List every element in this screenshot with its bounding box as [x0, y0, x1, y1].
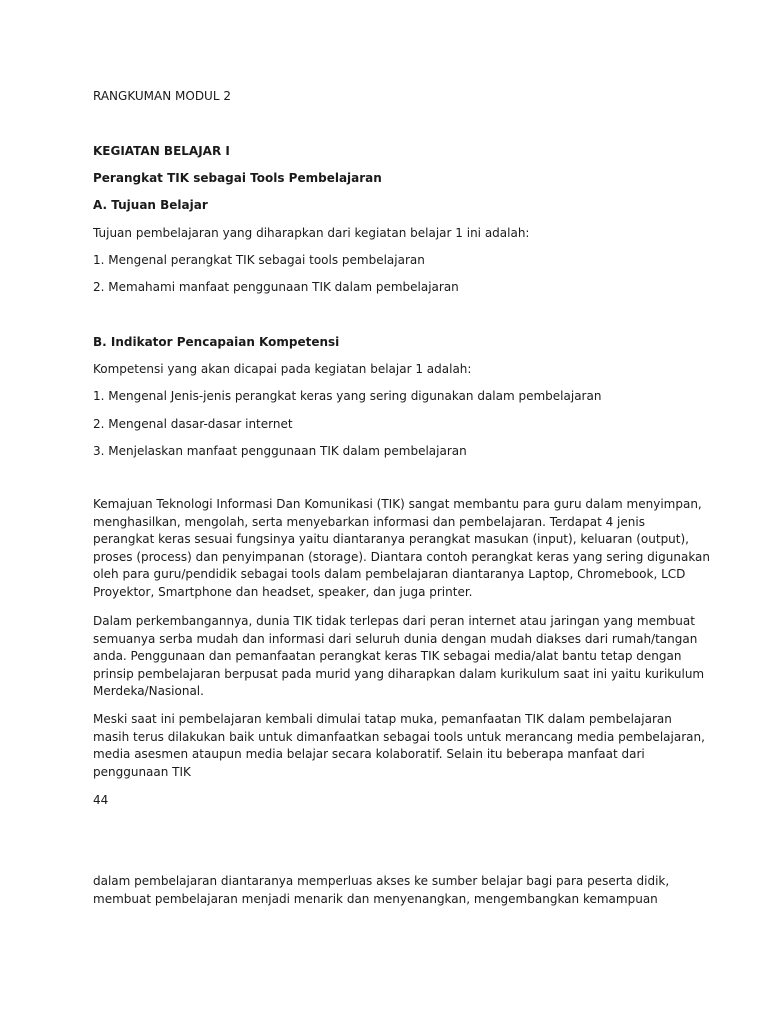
section-b-heading: B. Indikator Pencapaian Kompetensi: [93, 335, 340, 349]
paragraph-line: masih terus dilakukan baik untuk dimanfaatkan sebagai tools untuk merancang media pembelajaran,: [93, 729, 705, 744]
paragraph-line: Meski saat ini pembelajaran kembali dimulai tatap muka, pemanfaatan TIK dalam pembelajaran: [93, 712, 672, 726]
paragraph-line: anda. Penggunaan dan pemanfaatan perangkat keras TIK sebagai media/alat bantu tetap dengan: [93, 649, 682, 664]
paragraph-line: Kemajuan Teknologi Informasi Dan Komunikasi (TIK) sangat membantu para guru dalam menyimpan,: [93, 497, 702, 511]
paragraph-line: penggunaan TIK: [93, 764, 191, 779]
page-number: 44: [93, 793, 109, 807]
document-title: RANGKUMAN MODUL 2: [93, 89, 231, 103]
paragraph-line: membuat pembelajaran menjadi menarik dan menyenangkan, mengembangkan kemampuan: [93, 891, 658, 906]
section-b-item: 1. Mengenal Jenis-jenis perangkat keras yang sering digunakan dalam pembelajaran: [93, 389, 602, 403]
paragraph-line: semuanya serba mudah dan informasi dari seluruh dunia dengan mudah diakses dari rumah/tangan: [93, 631, 698, 646]
section-b-intro: Kompetensi yang akan dicapai pada kegiatan belajar 1 adalah:: [93, 362, 472, 376]
body-paragraph-2: [93, 613, 704, 701]
paragraph-line: proses (process) dan penyimpanan (storage). Diantara contoh perangkat keras yang sering digunakan: [93, 549, 711, 564]
section-a-item: 1. Mengenal perangkat TIK sebagai tools pembelajaran: [93, 253, 425, 267]
body-paragraph-3: [93, 711, 705, 781]
paragraph-line: perangkat keras sesuai fungsinya yaitu diantaranya perangkat masukan (input), keluaran (output),: [93, 532, 689, 547]
activity-subtitle: Perangkat TIK sebagai Tools Pembelajaran: [93, 171, 382, 185]
paragraph-line: prinsip pembelajaran berpusat pada murid yang diharapkan dalam kurikulum saat ini yaitu kurikulum: [93, 666, 705, 681]
section-a-item: 2. Memahami manfaat penggunaan TIK dalam pembelajaran: [93, 280, 459, 294]
paragraph-line: media asesmen ataupun media belajar secara kolaboratif. Selain itu beberapa manfaat dari: [93, 747, 645, 762]
paragraph-line: Proyektor, Smartphone dan headset, speaker, dan juga printer.: [93, 584, 473, 599]
body-paragraph-1: [93, 496, 710, 602]
activity-heading: KEGIATAN BELAJAR I: [93, 144, 230, 158]
section-a-heading: A. Tujuan Belajar: [93, 198, 208, 212]
section-b-item: 2. Mengenal dasar-dasar internet: [93, 417, 293, 431]
section-b-item: 3. Menjelaskan manfaat penggunaan TIK dalam pembelajaran: [93, 444, 467, 458]
paragraph-line: Dalam perkembangannya, dunia TIK tidak terlepas dari peran internet atau jaringan yang membuat: [93, 614, 695, 628]
section-a-intro: Tujuan pembelajaran yang diharapkan dari kegiatan belajar 1 ini adalah:: [93, 226, 530, 240]
paragraph-line: oleh para guru/pendidik sebagai tools dalam pembelajaran diantaranya Laptop, Chromebook, LCD: [93, 567, 686, 582]
paragraph-line: Merdeka/Nasional.: [93, 684, 204, 699]
continuation-paragraph: [93, 873, 669, 908]
paragraph-line: dalam pembelajaran diantaranya memperluas akses ke sumber belajar bagi para peserta didik,: [93, 874, 670, 888]
paragraph-line: menghasilkan, mengolah, serta menyebarkan informasi dan pembelajaran. Terdapat 4 jenis: [93, 514, 645, 529]
